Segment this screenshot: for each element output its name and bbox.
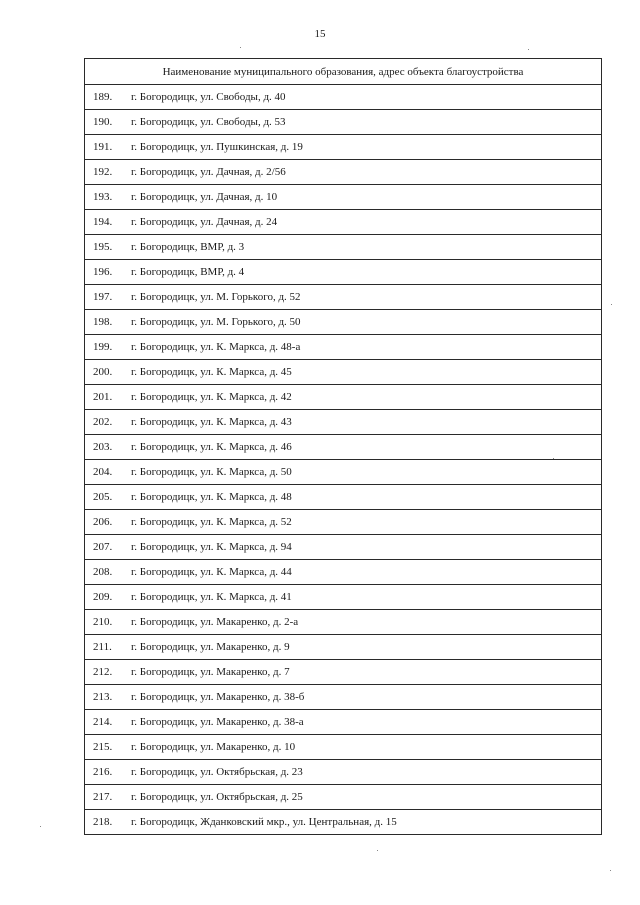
scan-speck [528,49,529,50]
row-number: 199. [93,341,113,353]
page-number: 15 [314,28,326,40]
row-address: г. Богородицк, ул. К. Маркса, д. 42 [131,391,292,403]
table-cell [85,435,602,460]
table-body [85,85,602,835]
table-row [85,260,602,285]
row-address: г. Богородицк, ул. Дачная, д. 2/56 [131,166,286,178]
table-cell [85,310,602,335]
row-number: 215. [93,741,113,753]
row-address: г. Богородицк, ул. К. Маркса, д. 46 [131,441,292,453]
row-address: г. Богородицк, ул. Пушкинская, д. 19 [131,141,303,153]
table-row [85,560,602,585]
row-number: 214. [93,716,113,728]
table-row [85,535,602,560]
table-cell [85,410,602,435]
row-number: 213. [93,691,113,703]
row-number: 193. [93,191,113,203]
row-address: г. Богородицк, ул. Октябрьская, д. 23 [131,766,303,778]
table-row [85,185,602,210]
row-number: 204. [93,466,113,478]
table-cell [85,360,602,385]
scan-speck [611,304,612,305]
row-number: 205. [93,491,113,503]
row-address: г. Богородицк, ул. К. Маркса, д. 45 [131,366,292,378]
table-row [85,410,602,435]
row-address: г. Богородицк, ул. Октябрьская, д. 25 [131,791,303,803]
table-row [85,110,602,135]
row-number: 195. [93,241,113,253]
table-cell [85,210,602,235]
table-cell [85,760,602,785]
row-number: 190. [93,116,113,128]
table-header: Наименование муниципального образования, адрес объекта благоустройства [85,59,602,85]
row-address: г. Богородицк, ВМР, д. 4 [131,266,245,278]
row-number: 189. [93,91,113,103]
row-number: 198. [93,316,113,328]
row-number: 209. [93,591,113,603]
row-address: г. Богородицк, ул. М. Горького, д. 50 [131,316,301,328]
table-row [85,285,602,310]
scan-speck [610,870,611,871]
table-cell [85,385,602,410]
row-number: 216. [93,766,113,778]
table-row [85,510,602,535]
row-address: г. Богородицк, Жданковский мкр., ул. Центральная, д. 15 [131,816,397,828]
table-row [85,485,602,510]
table-row [85,610,602,635]
table-cell [85,235,602,260]
row-address: г. Богородицк, ул. Макаренко, д. 38-а [131,716,304,728]
table-header-row [85,59,602,85]
table-cell [85,185,602,210]
table-row [85,810,602,835]
table-row [85,385,602,410]
row-number: 197. [93,291,113,303]
row-address: г. Богородицк, ул. К. Маркса, д. 43 [131,416,292,428]
row-number: 203. [93,441,113,453]
row-address: г. Богородицк, ул. Макаренко, д. 10 [131,741,296,753]
table-row [85,160,602,185]
row-address: г. Богородицк, ул. Дачная, д. 10 [131,191,278,203]
row-number: 218. [93,816,113,828]
row-address: г. Богородицк, ул. К. Маркса, д. 48-а [131,341,301,353]
row-address: г. Богородицк, ВМР, д. 3 [131,241,245,253]
table-row [85,585,602,610]
row-address: г. Богородицк, ул. Макаренко, д. 7 [131,666,290,678]
table-row [85,135,602,160]
row-number: 217. [93,791,113,803]
row-address: г. Богородицк, ул. К. Маркса, д. 44 [131,566,292,578]
table-cell [85,735,602,760]
table-cell [85,710,602,735]
table-row [85,85,602,110]
table-cell [85,610,602,635]
row-address: г. Богородицк, ул. Свободы, д. 40 [131,91,286,103]
table-cell [85,785,602,810]
table-row [85,310,602,335]
table-row [85,685,602,710]
row-number: 194. [93,216,113,228]
row-number: 210. [93,616,113,628]
row-number: 202. [93,416,113,428]
row-address: г. Богородицк, ул. К. Маркса, д. 50 [131,466,292,478]
table-row [85,335,602,360]
table-row [85,460,602,485]
table-row [85,710,602,735]
row-address: г. Богородицк, ул. Дачная, д. 24 [131,216,278,228]
table-cell [85,85,602,110]
table-row [85,785,602,810]
table-row [85,210,602,235]
scan-speck [377,850,378,851]
scan-speck [553,458,554,459]
table-row [85,360,602,385]
row-number: 211. [93,641,112,653]
address-table [84,58,602,835]
table-cell [85,685,602,710]
table-cell [85,260,602,285]
table-cell [85,485,602,510]
row-number: 208. [93,566,113,578]
table-cell [85,635,602,660]
row-number: 206. [93,516,113,528]
row-address: г. Богородицк, ул. М. Горького, д. 52 [131,291,301,303]
row-address: г. Богородицк, ул. Макаренко, д. 38-б [131,691,305,703]
table-row [85,635,602,660]
table-cell [85,510,602,535]
row-number: 196. [93,266,113,278]
row-number: 191. [93,141,113,153]
row-address: г. Богородицк, ул. Макаренко, д. 9 [131,641,290,653]
table-cell [85,135,602,160]
table-row [85,660,602,685]
table-cell [85,335,602,360]
row-number: 212. [93,666,113,678]
scan-speck [240,47,241,48]
table-cell [85,460,602,485]
table-row [85,435,602,460]
table-cell [85,285,602,310]
row-number: 192. [93,166,113,178]
row-number: 207. [93,541,113,553]
row-address: г. Богородицк, ул. К. Маркса, д. 48 [131,491,292,503]
row-address: г. Богородицк, ул. К. Маркса, д. 52 [131,516,292,528]
table-row [85,760,602,785]
row-address: г. Богородицк, ул. К. Маркса, д. 94 [131,541,292,553]
table-row [85,735,602,760]
table-cell [85,110,602,135]
scan-speck [40,826,41,827]
row-address: г. Богородицк, ул. Свободы, д. 53 [131,116,286,128]
row-address: г. Богородицк, ул. К. Маркса, д. 41 [131,591,292,603]
table-cell [85,160,602,185]
table-cell [85,560,602,585]
table-cell [85,535,602,560]
table-row [85,235,602,260]
table-cell [85,810,602,835]
table-cell [85,660,602,685]
row-number: 200. [93,366,113,378]
table-cell [85,585,602,610]
row-address: г. Богородицк, ул. Макаренко, д. 2-а [131,616,299,628]
row-number: 201. [93,391,113,403]
